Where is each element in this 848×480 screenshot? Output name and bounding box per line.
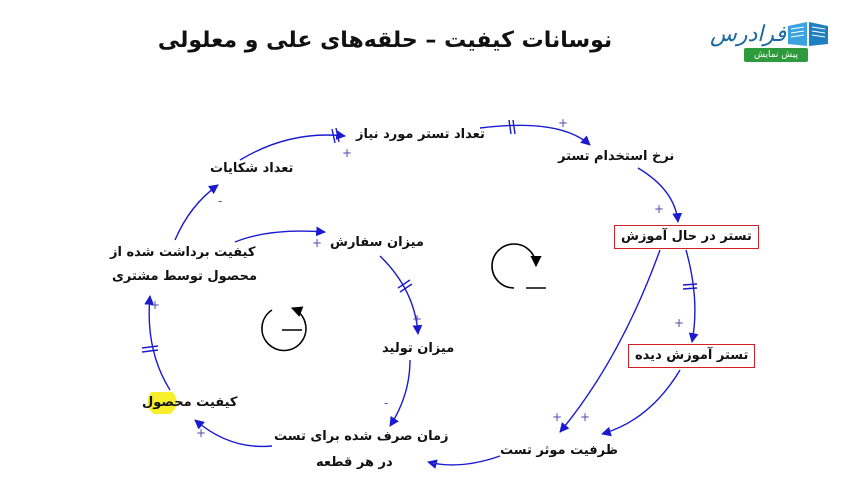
node-time-per-part-line1: زمان صرف شده برای تست — [274, 429, 449, 444]
balancing-loop-left — [262, 308, 306, 350]
node-order-rate: میزان سفارش — [330, 235, 424, 250]
balancing-loop-right — [492, 244, 546, 288]
node-perceived-quality-line2: محصول توسط مشتری — [112, 269, 258, 284]
sign-plus: + — [674, 316, 685, 330]
logo-brand-text: فرادرس — [710, 22, 787, 47]
link-perceived-complaints — [175, 185, 218, 240]
logo-badge: پیش نمایش — [744, 48, 808, 62]
node-time-per-part-line2: در هر قطعه — [316, 455, 393, 470]
node-effective-capacity: ظرفیت موثر تست — [500, 443, 619, 458]
link-training-capacity — [560, 250, 660, 432]
sign-plus: + — [580, 410, 591, 424]
sign-plus: + — [412, 312, 423, 326]
page-title: نوسانات کیفیت – حلقه‌های علی و معلولی — [157, 28, 613, 53]
sign-plus: + — [552, 410, 563, 424]
link-time-quality — [195, 420, 272, 446]
link-capacity-time — [428, 456, 500, 465]
node-production-rate: میزان تولید — [382, 341, 455, 356]
sign-minus: - — [432, 456, 437, 470]
node-testers-in-training: تستر در حال آموزش — [614, 225, 759, 249]
node-complaints: تعداد شکایات — [210, 161, 294, 176]
sign-plus: + — [654, 202, 665, 216]
link-production-time — [390, 360, 410, 426]
node-hiring-rate: نرخ استخدام تستر — [558, 149, 675, 164]
node-product-quality: کیفیت محصول — [142, 392, 237, 414]
link-trained-capacity — [602, 370, 680, 434]
sign-minus: - — [218, 194, 223, 208]
node-required-testers: تعداد تستر مورد نیاز — [356, 127, 485, 142]
sign-minus: - — [384, 396, 389, 410]
link-complaints-required — [240, 135, 345, 160]
link-required-hiring — [480, 125, 590, 145]
sign-plus: + — [558, 116, 569, 130]
node-perceived-quality-line1: کیفیت برداشت شده از — [110, 245, 256, 260]
sign-plus: + — [342, 146, 353, 160]
node-trained-testers: تستر آموزش دیده — [628, 344, 755, 368]
sign-plus: + — [196, 426, 207, 440]
link-training-trained — [686, 250, 695, 342]
sign-plus: + — [150, 298, 161, 312]
sign-plus: + — [312, 236, 323, 250]
